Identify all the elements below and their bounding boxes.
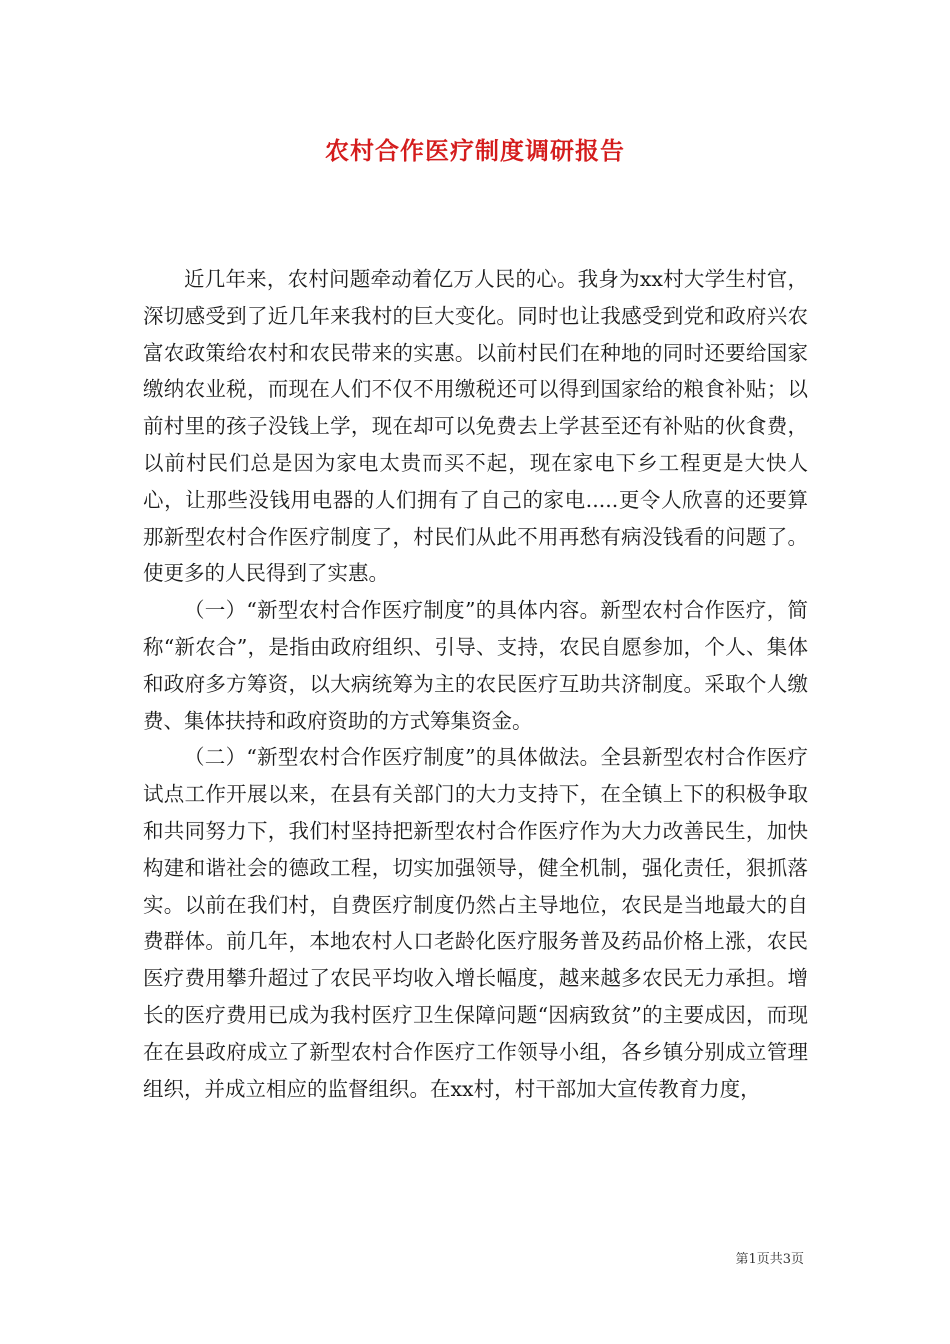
paragraph-section-2: （二）“新型农村合作医疗制度”的具体做法。全县新型农村合作医疗试点工作开展以来，在县有关部门的大力支持下，在全镇上下的积极争取和共同努力下，我们村坚持把新型农村合作医疗作为大力改善民生，加快构建和谐社会的德政工程，切实加强领导，健全机制，强化责任，狠抓落实。以前在我们村，自费医疗制度仍然占主导地位，农民是当地最大的自费群体。前几年，本地农村人口老龄化医疗服务普及药品价格上涨，农民医疗费用攀升超过了农民平均收入增长幅度，越来越多农民无力承担。增长的医疗费用已成为我村医疗卫生保障问题“因病致贫”的主要成因，而现在在县政府成立了新型农村合作医疗工作领导小组，各乡镇分别成立管理组织，并成立相应的监督组织。在xx村，村干部加大宣传教育力度，: [143, 745, 808, 1101]
document-body: [143, 261, 808, 1107]
paragraph-intro: 近几年来，农村问题牵动着亿万人民的心。我身为xx村大学生村官，深切感受到了近几年来我村的巨大变化。同时也让我感受到党和政府兴农富农政策给农村和农民带来的实惠。以前村民们在种地的同时还要给国家缴纳农业税，而现在人们不仅不用缴税还可以得到国家给的粮食补贴；以前村里的孩子没钱上学，现在却可以免费去上学甚至还有补贴的伙食费，以前村民们总是因为家电太贵而买不起，现在家电下乡工程更是大快人心，让那些没钱用电器的人们拥有了自己的家电.....更令人欣喜的还要算那新型农村合作医疗制度了，村民们从此不用再愁有病没钱看的问题了。使更多的人民得到了实惠。: [143, 267, 808, 586]
document-title: 农村合作医疗制度调研报告: [325, 136, 625, 165]
page-number: 第1页共3页: [735, 1252, 804, 1267]
paragraph-section-1: （一）“新型农村合作医疗制度”的具体内容。新型农村合作医疗，简称“新农合”，是指由政府组织、引导、支持，农民自愿参加，个人、集体和政府多方筹资，以大病统筹为主的农民医疗互助共济制度。采取个人缴费、集体扶持和政府资助的方式筹集资金。: [143, 598, 808, 733]
